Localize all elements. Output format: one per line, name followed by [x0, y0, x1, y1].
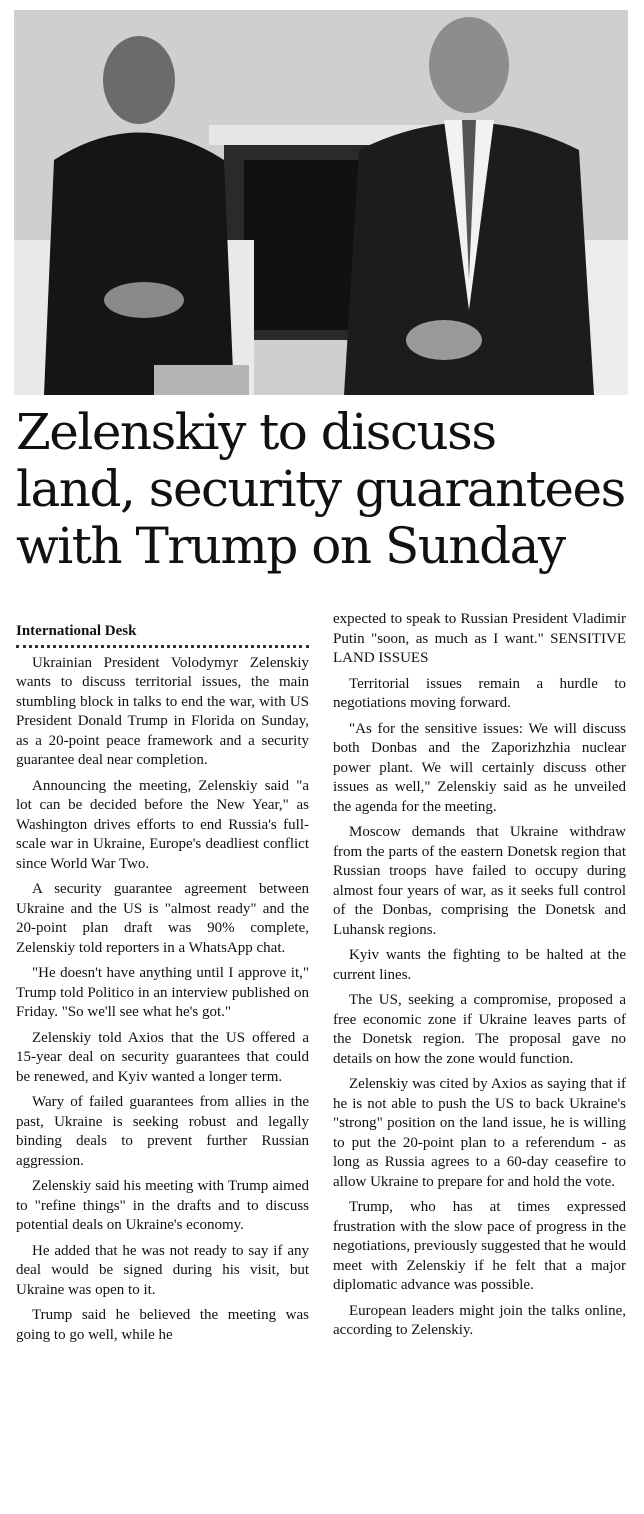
paragraph: Announcing the meeting, Zelenskiy said "a lot can be decided before the New Year," as Washington drives efforts to end Russia's full-scale war in Ukraine, Europe's deadliest conflict since World War Two. [16, 777, 309, 872]
paragraph: "He doesn't have anything until I approve it," Trump told Politico in an interview published on Friday. "So we'll see what he's got." [16, 965, 309, 1020]
right-column [333, 610, 626, 1347]
paragraph: Zelenskiy said his meeting with Trump aimed to "refine things" in the drafts and to discuss potential deals on Ukraine's economy. [16, 1178, 309, 1233]
headline-line-3: with Trump on Sunday [16, 517, 565, 575]
photo-illustration [14, 10, 628, 395]
byline: International Desk [16, 622, 309, 648]
paragraph: He added that he was not ready to say if any deal would be signed during his visit, but Ukraine was open to it. [16, 1242, 309, 1298]
paragraph: "As for the sensitive issues: We will discuss both Donbas and the Zaporizhzhia nuclear power plant. We will certainly discuss other issues as well," Zelenskiy said as he unveiled the agenda for the meeting. [333, 720, 626, 815]
paragraph: Kyiv wants the fighting to be halted at the current lines. [333, 947, 626, 983]
left-column [16, 622, 309, 1351]
headline-line-1: Zelenskiy to discuss [16, 403, 496, 461]
paragraph: European leaders might join the talks online, according to Zelenskiy. [333, 1302, 626, 1338]
paragraph: Zelenskiy told Axios that the US offered a 15-year deal on security guarantees that could be renewed, and Kyiv wanted a longer term. [16, 1029, 309, 1085]
paragraph: The US, seeking a compromise, proposed a free economic zone if Ukraine leaves parts of the Donetsk region. The proposal gave no details on how the zone would function. [333, 992, 626, 1067]
paragraph: A security guarantee agreement between Ukraine and the US is "almost ready" and the 20-point plan draft was 90% complete, Zelenskiy told reporters in a WhatsApp chat. [16, 881, 309, 956]
paragraph: Wary of failed guarantees from allies in the past, Ukraine is seeking robust and legally binding deals to prevent further Russian aggression. [16, 1094, 309, 1169]
paragraph: Ukrainian President Volodymyr Zelenskiy wants to discuss territorial issues, the main stumbling block in talks to end the war, with US President Donald Trump in Florida on Sunday, as a 20-point peace framework and a security guarantee deal near completion. [16, 654, 309, 768]
paragraph: Territorial issues remain a hurdle to negotiations moving forward. [333, 675, 626, 711]
headline-line-2: land, security guarantees [16, 460, 625, 518]
paragraph-continuation: expected to speak to Russian President Vladimir Putin "soon, as much as I want." SENSITIVE LAND ISSUES [333, 611, 626, 666]
paragraph: Zelenskiy was cited by Axios as saying that if he is not able to push the US to back Ukraine's "strong" position on the land issue, he is willing to put the 20-point plan to a referendum - as long as Russia agrees to a 60-day ceasefire to allow Ukraine to prepare for and hold the vote. [333, 1076, 626, 1190]
paragraph: Moscow demands that Ukraine withdraw from the parts of the eastern Donetsk region that Russian troops have failed to occupy during almost four years of war, as it seeks full control of the Donbas, comprising the Donetsk and Luhansk regions. [333, 824, 626, 938]
headline [16, 404, 628, 575]
news-photo [14, 10, 628, 395]
paragraph: Trump said he believed the meeting was going to go well, while he [16, 1307, 309, 1343]
paragraph: Trump, who has at times expressed frustration with the slow pace of progress in the negotiations, previously suggested that he would meet with Zelenskiy if he felt that a major diplomatic advance was possible. [333, 1199, 626, 1293]
